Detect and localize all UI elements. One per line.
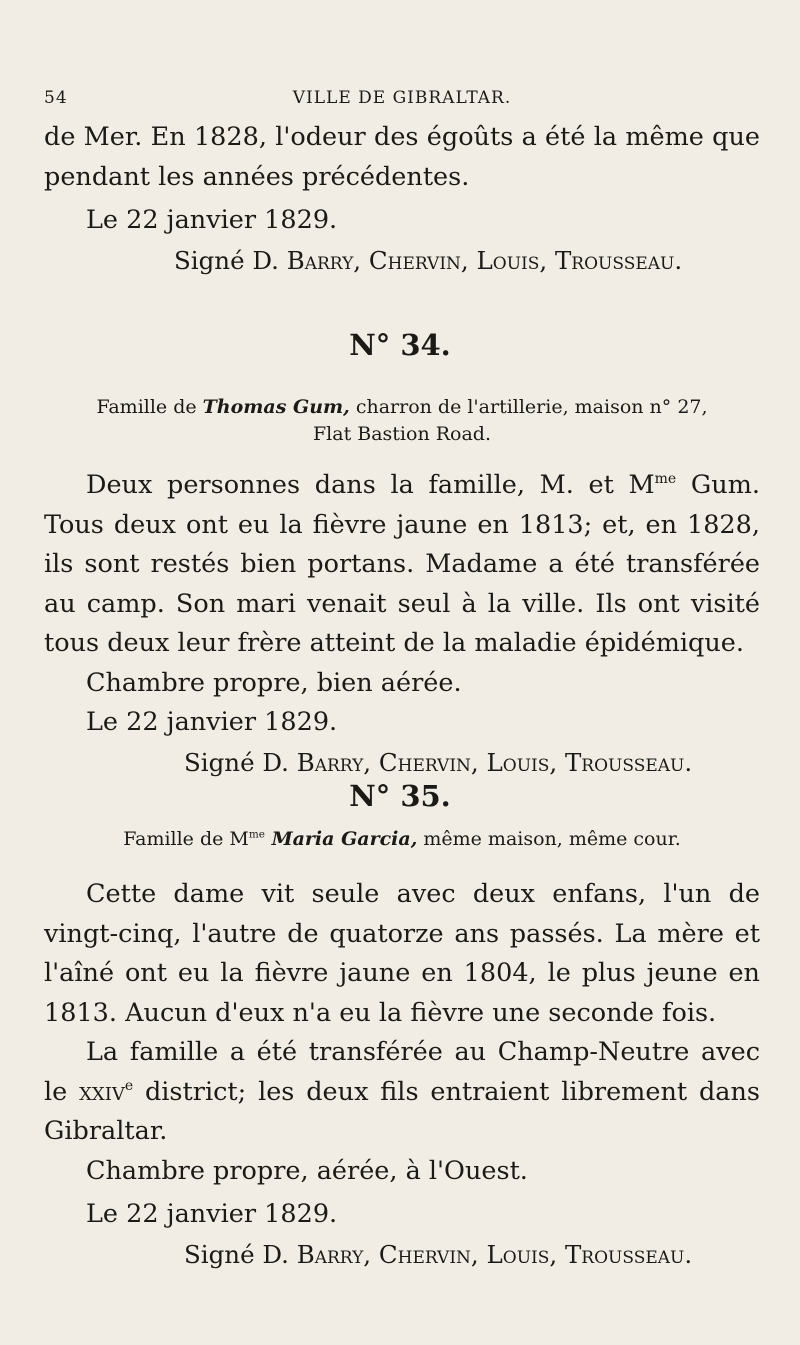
section-34-date: Le 22 janvier 1829. [86, 707, 338, 737]
section-35-caption-line [44, 826, 760, 853]
page-number: 54 [44, 88, 68, 108]
section-35-body [44, 875, 760, 1274]
intro-block [44, 118, 760, 280]
section-34-signature [44, 743, 760, 783]
superscript: me [248, 828, 265, 841]
section-34-paragraph-1 [44, 466, 760, 664]
section-34-caption-line2: Flat Bastion Road. [312, 423, 491, 445]
signature-names: Barry, Chervin, Louis, Trousseau. [296, 747, 693, 777]
caption-rest: charron de l'artillerie, maison n° 27, [349, 396, 708, 418]
intro-date: Le 22 janvier 1829. [86, 205, 338, 235]
section-35-number: N° 35. [349, 779, 451, 813]
signature-names: Barry, Chervin, Louis, Trousseau. [296, 1239, 693, 1269]
signature-prefix: Signé D. [184, 1239, 297, 1269]
section-35-paragraph-3: Chambre propre, aérée, à l'Ouest. [86, 1155, 528, 1186]
section-35-signature [44, 1235, 760, 1275]
section-34-caption-line1 [44, 394, 760, 421]
section-35-paragraph-2 [44, 1033, 760, 1152]
caption-name: Maria Garcia, [264, 828, 418, 850]
section-35-date: Le 22 janvier 1829. [86, 1199, 338, 1229]
running-head [44, 88, 760, 118]
section-34-caption [44, 394, 760, 448]
para-text: Deux personnes dans la famille, M. et M [86, 470, 655, 500]
para-text: Gum. Tous deux ont eu la fièvre jaune en 1813; et, en 1828, ils sont restés bien portans. Madame a été transférée au camp. Son mari venait seul à la ville. Ils ont visité tous deux leur frère atteint de la maladie épidémique. [44, 470, 760, 658]
signature-names: Barry, Chervin, Louis, Trousseau. [286, 245, 683, 275]
caption-prefix: Famille de [96, 396, 203, 418]
superscript: e [124, 1077, 134, 1094]
section-34-paragraph-2: Chambre propre, bien aérée. [86, 667, 462, 698]
caption-name: Thomas Gum, [202, 396, 350, 418]
signature-prefix: Signé D. [184, 747, 297, 777]
running-title: VILLE DE GIBRALTAR. [292, 88, 512, 108]
caption-rest: même maison, même cour. [417, 828, 681, 850]
para-text: district; les deux fils entraient librement dans Gibraltar. [44, 1076, 760, 1146]
section-35-paragraph-1: Cette dame vit seule avec deux enfans, l'un de vingt-cinq, l'autre de quatorze ans passés. La mère et l'aîné ont eu la fièvre jaune en 1804, le plus jeune en 1813. Aucun d'eux n'a eu la fièvre une seconde fois. [44, 879, 760, 1028]
superscript: me [654, 471, 677, 488]
intro-paragraph: de Mer. En 1828, l'odeur des égoûts a été la même que pendant les années précédentes. [44, 122, 760, 192]
section-34-body [44, 466, 760, 782]
intro-signature [44, 241, 760, 281]
para-text: La famille a été transférée au Champ-Neutre avec le [44, 1037, 760, 1107]
signature-prefix: Signé D. [174, 245, 287, 275]
section-34-number: N° 34. [349, 328, 451, 362]
roman-numeral: xxiv [79, 1076, 125, 1107]
caption-prefix: Famille de M [123, 828, 249, 850]
section-35-caption [44, 826, 760, 853]
